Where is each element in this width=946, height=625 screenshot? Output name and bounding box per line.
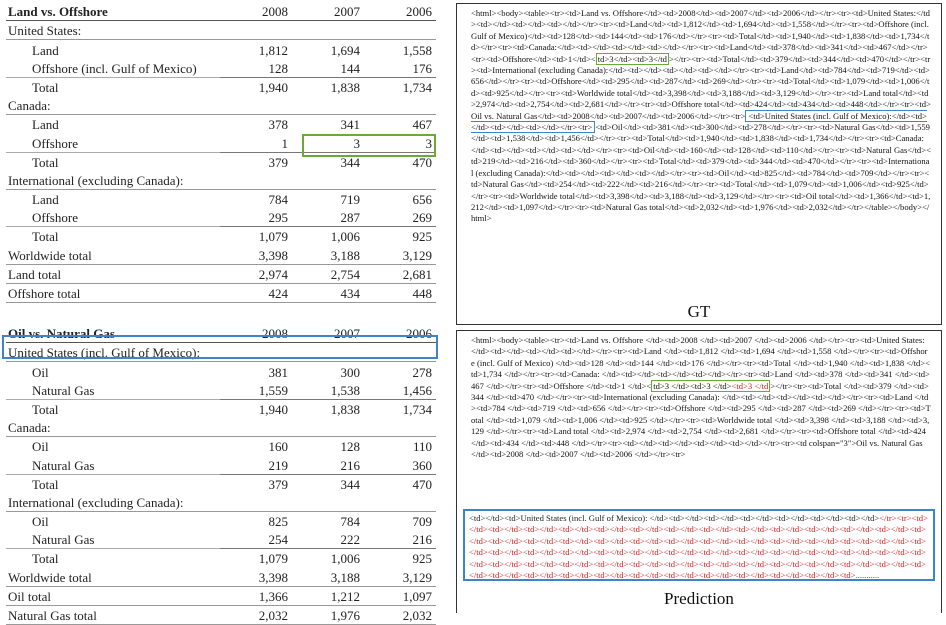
row-value: 2,032 [364, 605, 436, 624]
row-label: Oil [32, 364, 49, 380]
gt-green-highlight: td>3</td><td>3</td [597, 53, 667, 64]
row-value: 1,538 [330, 382, 360, 398]
table-row [6, 362, 436, 381]
table-row [6, 567, 436, 586]
row-value: 222 [340, 532, 360, 548]
row-value: 424 [220, 283, 292, 302]
pred-code-part-1: <html><body><table><tr><td>Land vs. Offshore </td><td>2008 </td><td>2007 </td><td>2006 </td></tr><tr><td>United States: </td><td></td><td></td><td></td></tr><tr><td>Land </td><td>1,812 </td><td>1,694 </td><td>1,558 </td></tr><tr><td>Offshore (incl. Gulf of Mexico) </td><td>128 </td><td>144 </td><td>176 </td></tr><tr><td>Total </td><td>1,940 </td><td>1,838 </td><td>1,734 </td></tr><tr><td>Canada: </td><td></td><td></td><td></td></tr><tr><td>Land </td><td>378 </td><td>341 </td><td>467 </td></tr><tr><td>Offshore </td><td>1 </td>< [471, 335, 930, 391]
row-value: 344 [292, 152, 364, 171]
row-label: Total [6, 549, 220, 568]
row-value: 278 [412, 364, 432, 380]
row-value: 1,838 [292, 77, 364, 96]
row-value: 344 [292, 474, 364, 493]
row-value: 925 [364, 549, 436, 568]
row-label: Offshore [32, 135, 78, 151]
row-label: Total [6, 227, 220, 246]
year-header: 2008 [220, 2, 292, 21]
row-value: 144 [340, 60, 360, 76]
row-value: 1,940 [220, 399, 292, 418]
row-value: 1,212 [292, 586, 364, 605]
row-label: International (excluding Canada): [6, 493, 220, 512]
row-value: 1,838 [292, 399, 364, 418]
table-row [6, 227, 436, 246]
row-value [364, 418, 436, 437]
row-value [292, 493, 364, 512]
table-row [6, 437, 436, 456]
row-value: 470 [364, 152, 436, 171]
table-row [6, 381, 436, 400]
row-value [364, 171, 436, 190]
year-header: 2006 [364, 2, 436, 21]
table-row [6, 208, 436, 227]
row-value: 1,558 [402, 42, 432, 58]
row-value: 719 [340, 192, 360, 208]
row-label: Worldwide total [6, 567, 220, 586]
row-value: 784 [340, 514, 360, 530]
table-row [6, 418, 436, 437]
row-value: 216 [340, 457, 360, 473]
row-value [364, 493, 436, 512]
row-value [292, 418, 364, 437]
pred-green-highlight [651, 380, 770, 392]
row-value [292, 171, 364, 190]
table-row [6, 264, 436, 283]
row-label: United States (incl. Gulf of Mexico): [6, 343, 220, 362]
table-row [6, 21, 436, 40]
row-label: Total [6, 474, 220, 493]
row-value: 219 [268, 457, 288, 473]
table-row [6, 115, 436, 134]
pred-blue-highlight [463, 509, 935, 581]
row-label: Oil [32, 439, 49, 455]
row-value: 295 [268, 210, 288, 226]
row-label: Worldwide total [6, 245, 220, 264]
row-value: 709 [412, 514, 432, 530]
row-label: Canada: [6, 96, 220, 115]
row-value: 470 [364, 474, 436, 493]
row-value: 176 [412, 60, 432, 76]
row-value: 825 [268, 514, 288, 530]
row-value: 2,974 [220, 264, 292, 283]
offshore-canada-highlight-box [302, 134, 436, 157]
row-value: 1,006 [292, 549, 364, 568]
gt-code-part-3: <td>Oil</td><td>381</td><td>300</td><td>278</td></tr><tr><td>Natural Gas</td><td>1,559</td><td>1,538</td><td>1,456</td></tr><tr><td>Total</td><td>1,940</td><td>1,838</td><td>1,734</td></tr><tr><td>Canada:</td><td></td><td></td><td></td></tr><tr><td>Oil</td><td>160</td><td>128</td><td>110</td></tr><tr><td>Natural Gas</td><td>219</td><td>216</td><td>360</td></tr><tr><td>Total</td><td>379</td><td>344</td><td>470</td></tr><tr><td>International (excluding Canada):</td><td></td><td></td><td></td></tr><tr><td>Oil</td><td>825</td><td>784</td><td>709</td></tr><tr><td>Natural Gas</td><td>254</td><td>222</td><td>216</td></tr><tr><td>Total</td><td>1,079</td><td>1,006</td><td>925</td></tr><tr><td>Worldwide total</td><td>3,398</td><td>3,188</td><td>3,129</td></tr><tr><td>Oil total</td><td>1,366</td><td>1,212</td><td>1,097</td></tr><tr><td>Natural Gas total</td><td>2,032</td><td>1,976</td><td>2,032</td></tr></table></body></html> [471, 122, 931, 224]
row-value: 1,456 [402, 382, 432, 398]
row-label: Offshore total [6, 283, 220, 302]
year-header: 2007 [292, 324, 364, 343]
us-incl-gulf-highlight-box [2, 335, 438, 359]
table-row [6, 77, 436, 96]
row-value: 2,754 [292, 264, 364, 283]
row-value: 381 [268, 364, 288, 380]
row-value [220, 21, 292, 40]
gt-blue-highlight: <td>United States (incl. Gulf of Mexico):</td><td></td><td></td><td></td></tr><tr> [471, 110, 927, 133]
pred-green-correct: td>3 </td><td>3 </td> [653, 380, 732, 391]
row-label: Oil total [6, 586, 220, 605]
row-value [220, 171, 292, 190]
table-row [6, 245, 436, 264]
gt-caption: GT [687, 302, 711, 321]
year-header: 2007 [292, 2, 364, 21]
row-value: 1 [281, 135, 288, 151]
row-value: 1,079 [220, 227, 292, 246]
prediction-caption: Prediction [664, 589, 734, 608]
row-value [220, 418, 292, 437]
row-label: Total [6, 399, 220, 418]
table-row [6, 189, 436, 208]
row-value: 656 [412, 192, 432, 208]
ground-truth-panel [456, 3, 942, 325]
row-label: Natural Gas [32, 457, 95, 473]
row-value: 3,188 [292, 245, 364, 264]
row-value: 3,398 [220, 245, 292, 264]
row-value: 3,398 [220, 567, 292, 586]
table-row [6, 511, 436, 530]
ground-truth-html-code [457, 4, 941, 225]
row-value: 3 [353, 135, 360, 151]
row-value: 269 [412, 210, 432, 226]
table-row [6, 283, 436, 302]
row-value: 2,681 [364, 264, 436, 283]
year-header: 2008 [220, 324, 292, 343]
row-value: 360 [412, 457, 432, 473]
row-value: 1,366 [220, 586, 292, 605]
pred-green-error: <td>3 </td [731, 380, 769, 391]
row-value: 128 [340, 439, 360, 455]
row-label: Natural Gas [32, 532, 95, 548]
row-value: 448 [364, 283, 436, 302]
table-row [6, 605, 436, 624]
row-value: 467 [412, 117, 432, 133]
row-value [292, 96, 364, 115]
table-header-row [6, 2, 436, 21]
tables-column [6, 2, 436, 625]
row-value [292, 21, 364, 40]
table-row [6, 96, 436, 115]
row-value: 110 [412, 439, 432, 455]
row-value: 1,940 [220, 77, 292, 96]
row-value: 434 [292, 283, 364, 302]
row-value: 216 [412, 532, 432, 548]
row-value: 1,812 [258, 42, 288, 58]
row-value: 1,559 [258, 382, 288, 398]
row-label: Land [32, 42, 59, 58]
table-row [6, 474, 436, 493]
row-value: 1,079 [220, 549, 292, 568]
row-label: Natural Gas [32, 382, 95, 398]
table-row [6, 399, 436, 418]
row-value: 2,032 [220, 605, 292, 624]
table-row [6, 40, 436, 59]
row-value: 1,976 [292, 605, 364, 624]
gt-code-part-2: ></tr><tr><td>Total</td><td>379</td><td>344</td><td>470</td></tr><tr><td>International (excluding Canada):</td><td></td><td></td><td></td></tr><tr><td>Land</td><td>784</td><td>719</td><td>656</td></tr><tr><td>Offshore</td><td>295</td><td>287</td><td>269</td></tr><tr><td>Total</td><td>1,079</td><td>1,006</td><td>925</td></tr><tr><td>Worldwide total</td><td>3,398</td><td>3,188</td><td>3,129</td></tr><tr><td>Land total</td><td>2,974</td><td>2,754</td><td>2,681</td></tr><tr><td>Offshore total</td><td>424</td><td>434</td><td>448</td></tr><tr><td>Oil vs. Natural Gas</td><td>2008</td><td>2007</td><td>2006</td></tr><tr> [471, 53, 931, 121]
row-value: 1,097 [364, 586, 436, 605]
row-value [220, 493, 292, 512]
row-value: 3,129 [364, 245, 436, 264]
row-label: Offshore (incl. Gulf of Mexico) [32, 60, 197, 76]
row-value [220, 96, 292, 115]
row-value: 1,734 [364, 77, 436, 96]
table-row [6, 455, 436, 474]
row-value: 379 [220, 474, 292, 493]
table-row [6, 493, 436, 512]
table-row [6, 586, 436, 605]
table-title: Oil vs. Natural Gas [6, 324, 220, 343]
prediction-panel [456, 330, 942, 613]
row-value: 378 [268, 117, 288, 133]
row-label: Offshore [32, 210, 78, 226]
row-value: 128 [268, 60, 288, 76]
row-label: United States: [6, 21, 220, 40]
row-value: 287 [340, 210, 360, 226]
gt-code-part-1: <html><body><table><tr><td>Land vs. Offshore</td><td>2008</td><td>2007</td><td>2006</td></tr><tr><td>United States:</td><td></td><td></td><td></td></tr><tr><td>Land</td><td>1,812</td><td>1,694</td><td>1,558</td></tr><tr><td>Offshore (incl. Gulf of Mexico)</td><td>128</td><td>144</td><td>176</td></tr><tr><td>Total</td><td>1,940</td><td>1,838</td><td>1,734</td></tr><tr><td>Canada:</td><td></td><td></td><td></td></tr><tr><td>Land</td><td>378</td><td>341</td><td>467</td></tr><tr><td>Offshore</td><td>1</td>< [471, 8, 930, 64]
table-row [6, 59, 436, 78]
row-value: 341 [340, 117, 360, 133]
row-value: 379 [220, 152, 292, 171]
row-value: 300 [340, 364, 360, 380]
row-value: 784 [268, 192, 288, 208]
pred-blue-correct: <td></td><td>United States (incl. Gulf of Mexico): </td><td></td><td></td><td></td><td></td><td></td><td></td> [469, 513, 880, 523]
table-row [6, 171, 436, 190]
table-title: Land vs. Offshore [6, 2, 220, 21]
row-value: 3,129 [364, 567, 436, 586]
pred-code-part-2: ></tr><tr><td>Total </td><td>379 </td><td>344 </td><td>470 </td></tr><tr><td>International (excluding Canada): </td><td></td><td></td><td></td></tr><tr><td>Land </td><td>784 </td><td>719 </td><td>656 </td></tr><tr><td>Offshore </td><td>295 </td><td>287 </td><td>269 </td></tr><tr><td>Total </td><td>1,079 </td><td>1,006 </td><td>925 </td></tr><tr><td>Worldwide total </td><td>3,398 </td><td>3,188 </td><td>3,129 </td></tr><tr><td>Land total </td><td>2,974 </td><td>2,754 </td><td>2,681 </td></tr><tr><td>Offshore total </td><td>424 </td><td>434 </td><td>448 </td></tr><tr><td></td><td></td><td></td><td></td></tr><tr><td colspan="3">Oil vs. Natural Gas </td><td>2008 </td><td>2007 </td><td>2006 </td></tr><tr> [471, 380, 931, 460]
row-value: 3 [425, 135, 432, 151]
row-label: International (excluding Canada): [6, 171, 220, 190]
row-label: Oil [32, 514, 49, 530]
row-value [364, 21, 436, 40]
row-value: 925 [364, 227, 436, 246]
row-value [364, 96, 436, 115]
row-label: Land [32, 117, 59, 133]
year-header: 2006 [364, 324, 436, 343]
row-label: Land total [6, 264, 220, 283]
row-label: Total [6, 152, 220, 171]
prediction-html-code [457, 331, 941, 511]
row-value: 254 [268, 532, 288, 548]
row-value: 160 [268, 439, 288, 455]
row-value: 1,734 [364, 399, 436, 418]
row-value: 1,006 [292, 227, 364, 246]
row-value: 3,188 [292, 567, 364, 586]
table-row [6, 530, 436, 549]
oil-vs-natural-gas-table [6, 324, 436, 625]
row-label: Natural Gas total [6, 605, 220, 624]
row-label: Land [32, 192, 59, 208]
row-label: Canada: [6, 418, 220, 437]
pred-blue-error: </tr><tr><td></td><td></td><td></td><td></td><td></td><td></td><td></td><td></td><td></td><td></td><td></td><td></td><td></td><td></td><td></td><td></td><td></td><td></td><td></td><td></td><td></td><td></td><td></td><td></td><td></td><td></td><td></td><td></td><td></td><td></td><td></td><td></td><td></td><td></td><td></td><td></td><td></td><td></td><td></td><td></td><td></td><td></td><td></td><td></td><td></td><td></td><td></td><td></td><td></td><td></td><td></td><td></td><td></td><td></td><td></td><td></td><td></td><td></td><td></td><td></td><td></td><td></td><td></td><td>........... [469, 513, 928, 581]
row-label: Total [6, 77, 220, 96]
table-row [6, 549, 436, 568]
row-value: 1,694 [330, 42, 360, 58]
